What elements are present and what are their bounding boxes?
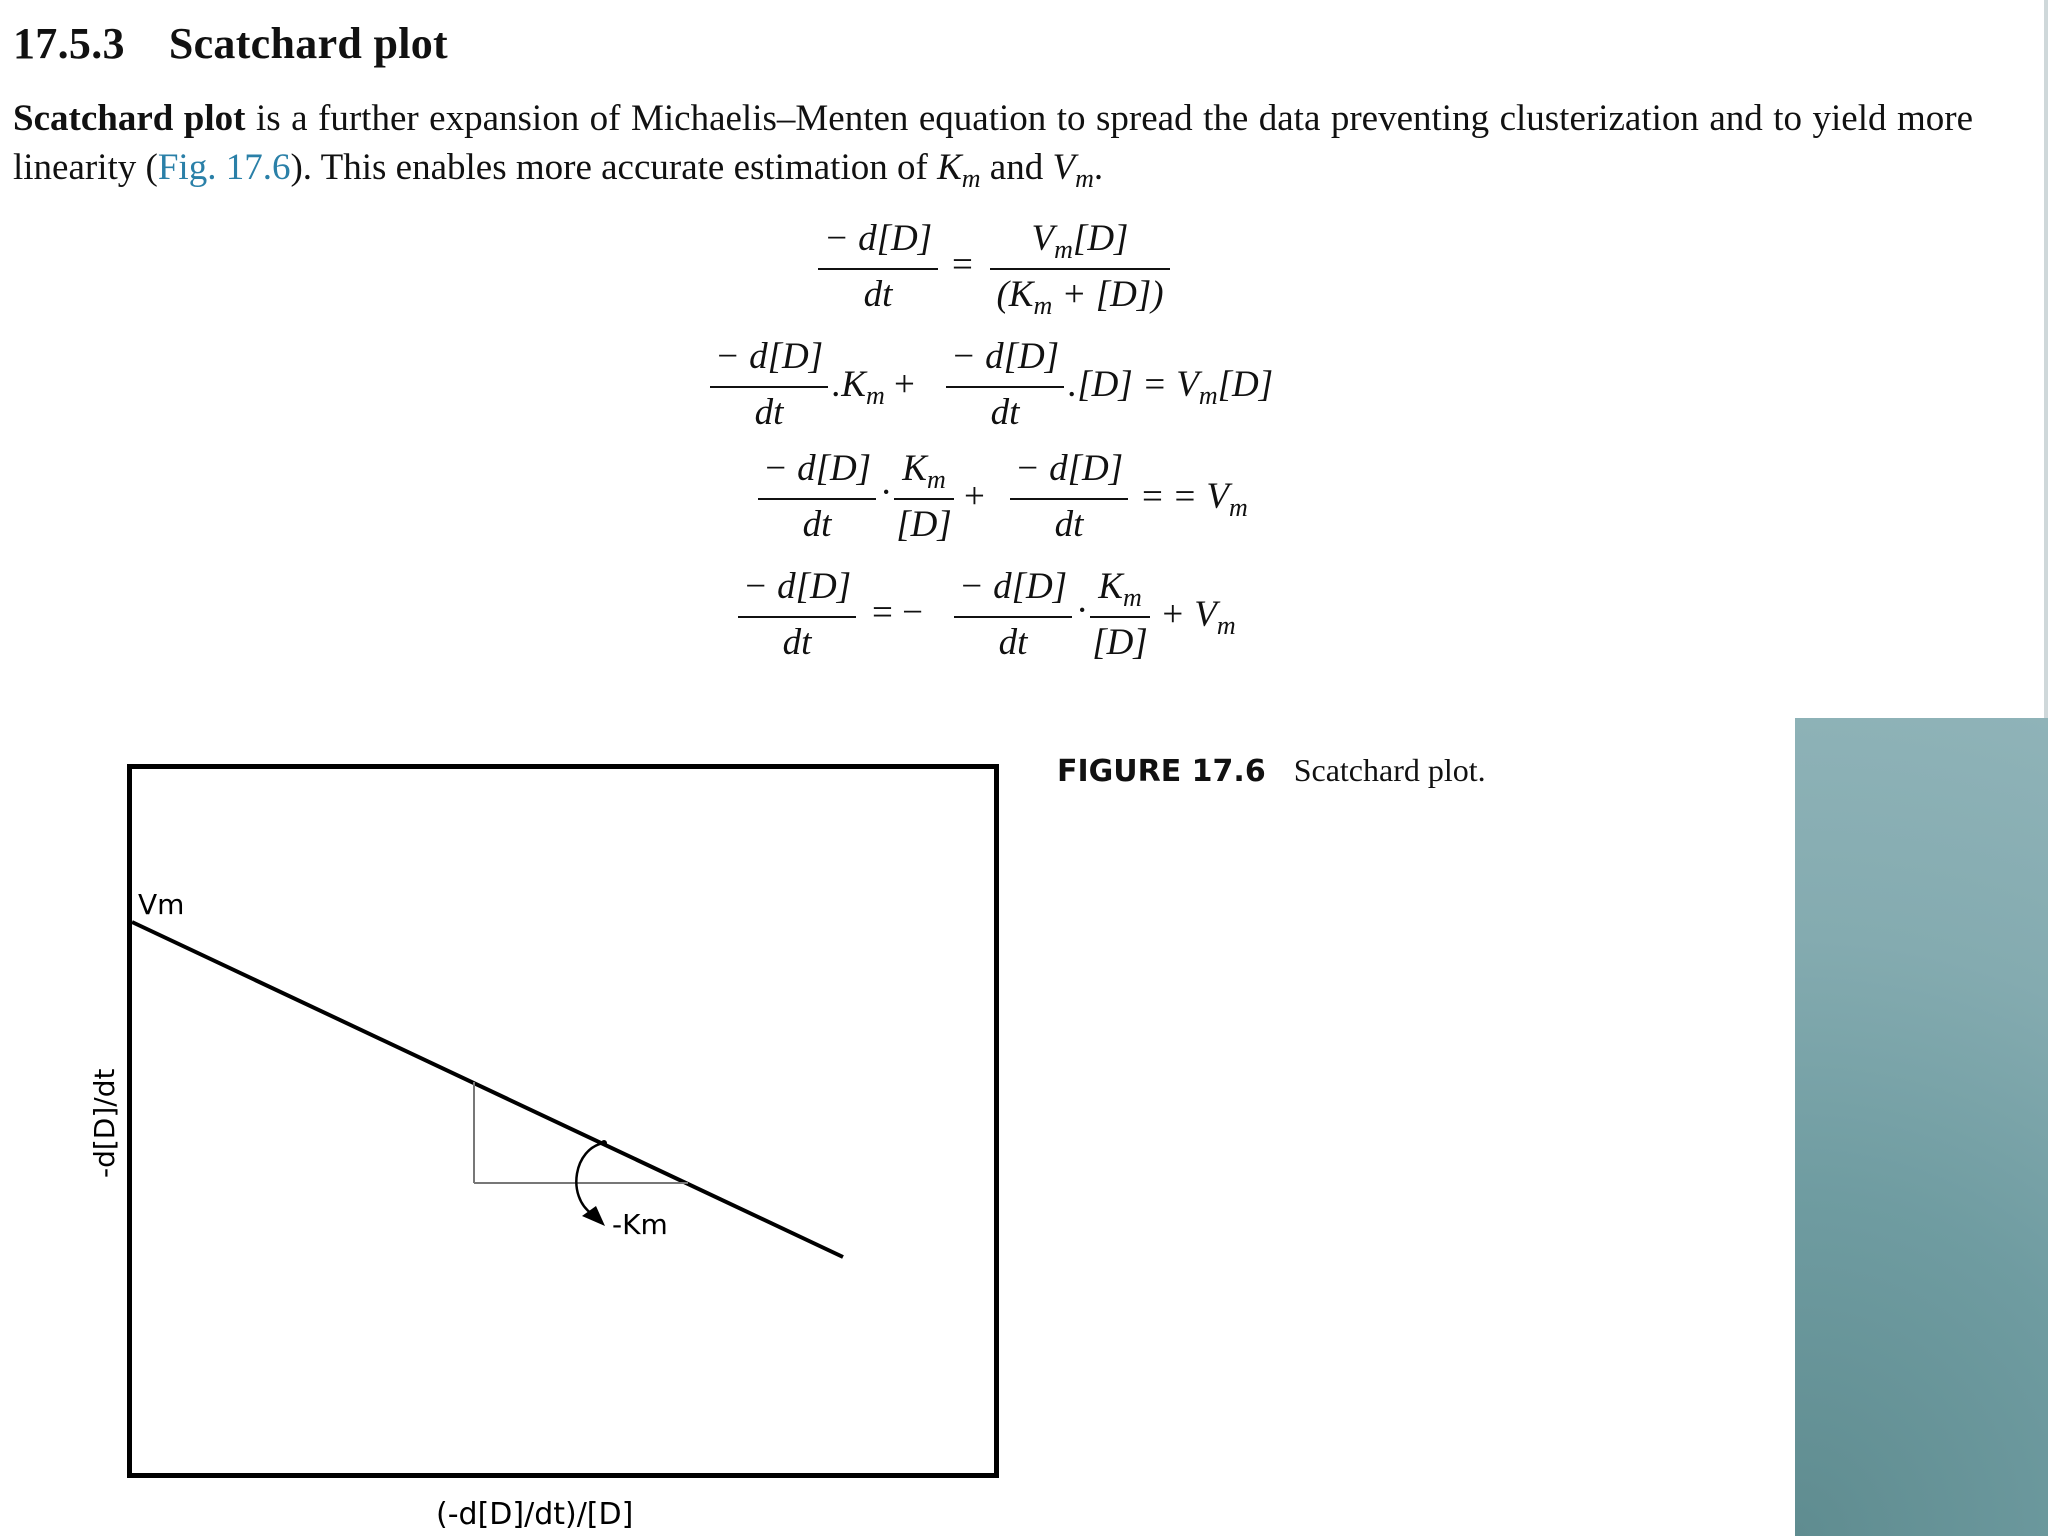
eq3-rhs: = = $V_m$	[1142, 476, 1248, 522]
eq2-km-term: $.K_m$ +	[832, 364, 915, 410]
figure-caption-label: FIGURE 17.6	[1057, 754, 1266, 789]
eq4-equals-minus: = −	[872, 592, 923, 633]
slope-arc	[576, 1143, 604, 1214]
eq2-rhs: $.[D] = V_m[D]$	[1068, 364, 1274, 410]
eq3-fraction-1: − d[D] dt	[758, 450, 876, 542]
slope-label: -Km	[612, 1208, 668, 1241]
intercept-label: Vm	[138, 888, 185, 921]
eq1-lhs-denominator: dt	[863, 274, 893, 315]
eq1-lhs-numerator: − d[D]	[823, 218, 933, 259]
paragraph-text-2: ). This enables more accurate estimation of	[290, 147, 938, 188]
x-axis-label: (-d[D]/dt)/[D]	[436, 1497, 634, 1532]
eq1-rhs-denominator: $(K_m + [D])$	[996, 274, 1164, 320]
eq4-dot: ·	[1076, 590, 1089, 631]
eq3-dot: ·	[880, 472, 893, 513]
slope-arc-start	[601, 1140, 607, 1146]
eq3-fraction-2: $K_m$ [D]	[894, 450, 954, 542]
paragraph-and: and	[980, 147, 1053, 188]
page-edge-rule	[2044, 0, 2048, 718]
section-number: 17.5.3	[13, 19, 125, 68]
paragraph-end: .	[1093, 147, 1104, 188]
figure-caption	[1057, 752, 1486, 789]
vm-symbol: V	[1052, 147, 1076, 188]
figure-reference-link[interactable]: Fig. 17.6	[157, 147, 291, 188]
eq4-fraction-3: $K_m$ [D]	[1090, 568, 1150, 660]
decorative-side-panel	[1795, 718, 2048, 1536]
eq4-fraction-1: − d[D] dt	[738, 568, 856, 660]
eq3-plus: +	[964, 476, 985, 517]
eq2-fraction-1: − d[D] dt	[710, 338, 828, 428]
term-bold: Scatchard plot	[13, 98, 246, 139]
vm-subscript: m	[1075, 164, 1094, 193]
eq4-rhs: + $V_m$	[1160, 594, 1236, 640]
paragraph-text-1: is a further expansion of Michaelis–Menten equation to spread the data preventing clusterization and to yield more linearity (	[13, 98, 1974, 188]
km-subscript: m	[961, 164, 981, 193]
km-symbol: K	[937, 147, 962, 188]
regression-line	[132, 922, 843, 1257]
eq4-fraction-2: − d[D] dt	[954, 568, 1072, 660]
eq1-rhs-numerator: $V_m[D]$	[1031, 218, 1129, 264]
eq3-fraction-3: − d[D] dt	[1010, 450, 1128, 542]
y-axis-label: -d[D]/dt	[88, 1068, 121, 1178]
eq2-fraction-2: − d[D] dt	[946, 338, 1064, 428]
eq1-equals: =	[952, 244, 973, 285]
section-title: Scatchard plot	[168, 19, 449, 68]
figure-caption-text: Scatchard plot.	[1293, 752, 1486, 788]
